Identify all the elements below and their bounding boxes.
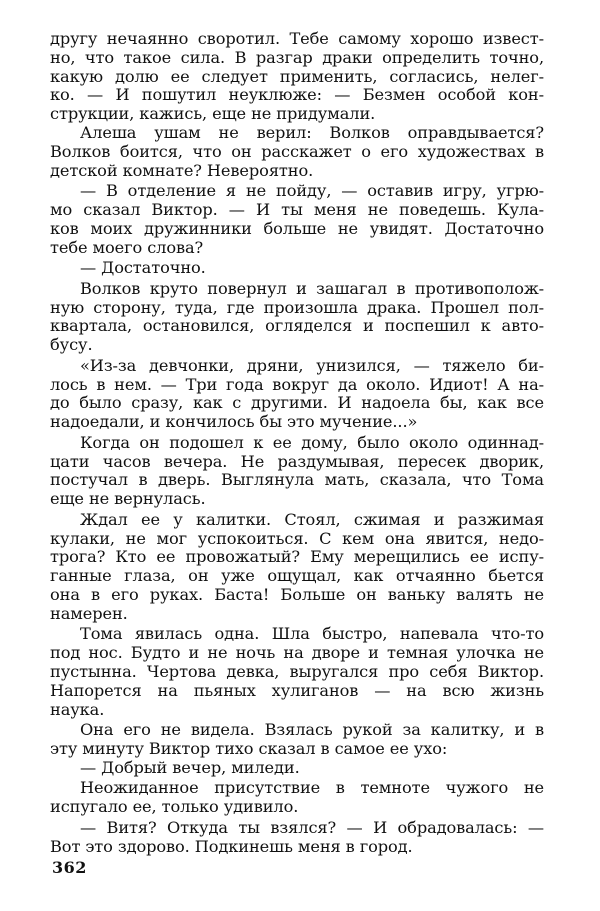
- text-line: Когда он подошел к ее дому, было около одиннад-: [80, 433, 544, 452]
- text-line: ганные глаза, он уже ощущал, как отчаянно бьется: [50, 566, 544, 585]
- text-line: Неожиданное присутствие в темноте чужого не: [80, 778, 544, 797]
- text-line: ков моих дружинники больше не увидят. Достаточно: [50, 219, 544, 238]
- text-line: тебе моего слова?: [50, 238, 204, 257]
- text-line: эту минуту Виктор тихо сказал в самое ее ухо:: [50, 739, 448, 758]
- text-line: до было сразу, как с другими. И надоела бы, как все: [50, 393, 544, 412]
- text-line: под нос. Будто и не ночь на дворе и темная улочка не: [50, 643, 544, 662]
- text-line: другу нечаянно своротил. Тебе самому хорошо извест-: [50, 29, 544, 48]
- text-line: мо сказал Виктор. — И ты меня не поведешь. Кула-: [50, 200, 544, 219]
- text-line: лось в нем. — Три года вокруг да около. Идиот! А на-: [50, 375, 544, 394]
- text-line: она в его руках. Баста! Больше он ваньку валять не: [50, 585, 544, 604]
- text-line: Она его не видела. Взялась рукой за калитку, и в: [80, 720, 544, 739]
- text-line: Вот это здорово. Подкинешь меня в город.: [50, 837, 413, 856]
- text-line: ко. — И пошутил неуклюже: — Безмен особой кон-: [50, 85, 544, 104]
- text-line: Алеша ушам не верил: Волков оправдывается?: [80, 123, 544, 142]
- text-line: — В отделение я не пойду, — оставив игру, угрю-: [80, 181, 544, 200]
- text-line: какую долю ее следует применить, согласись, нелег-: [50, 67, 544, 86]
- text-line: пустынна. Чертова девка, выругался про себя Виктор.: [50, 662, 544, 681]
- text-line: надоедали, и кончилось бы это мучение...»: [50, 412, 418, 431]
- text-line: намерен.: [50, 604, 128, 623]
- text-line: Тома явилась одна. Шла быстро, напевала что-то: [80, 624, 544, 643]
- text-line: детской комнате? Невероятно.: [50, 161, 314, 180]
- text-line: цати часов вечера. Не раздумывая, пересек дворик,: [50, 452, 544, 471]
- text-line: — Витя? Откуда ты взялся? — И обрадовалась: —: [80, 818, 544, 837]
- text-line: — Добрый вечер, миледи.: [80, 758, 300, 777]
- text-line: струкции, кажись, еще не придумали.: [50, 104, 376, 123]
- text-line: квартала, остановился, огляделся и поспешил к авто-: [50, 316, 544, 335]
- text-line: — Достаточно.: [80, 258, 206, 277]
- text-line: трога? Кто ее провожатый? Ему мерещились ее испу-: [50, 547, 544, 566]
- text-line: Волков боится, что он расскажет о его художествах в: [50, 142, 544, 161]
- text-line: «Из-за девчонки, дряни, унизился, — тяжело би-: [80, 356, 544, 375]
- text-line: еще не вернулась.: [50, 489, 206, 508]
- text-line: Волков круто повернул и зашагал в противополож-: [80, 279, 544, 298]
- text-line: Напорется на пьяных хулиганов — на всю жизнь: [50, 681, 544, 700]
- text-line: Ждал ее у калитки. Стоял, сжимая и разжимая: [80, 510, 544, 529]
- text-line: бусу.: [50, 335, 93, 354]
- text-line: но, что такое сила. В разгар драки определить точно,: [50, 48, 544, 67]
- text-line: кулаки, не мог успокоиться. С кем она явится, недо-: [50, 529, 544, 548]
- text-line: ную сторону, туда, где произошла драка. Прошел пол-: [50, 298, 544, 317]
- text-line: наука.: [50, 700, 105, 719]
- page-number: 362: [52, 858, 87, 877]
- text-line: испугало ее, только удивило.: [50, 797, 299, 816]
- text-line: постучал в дверь. Выглянула мать, сказала, что Тома: [50, 470, 544, 489]
